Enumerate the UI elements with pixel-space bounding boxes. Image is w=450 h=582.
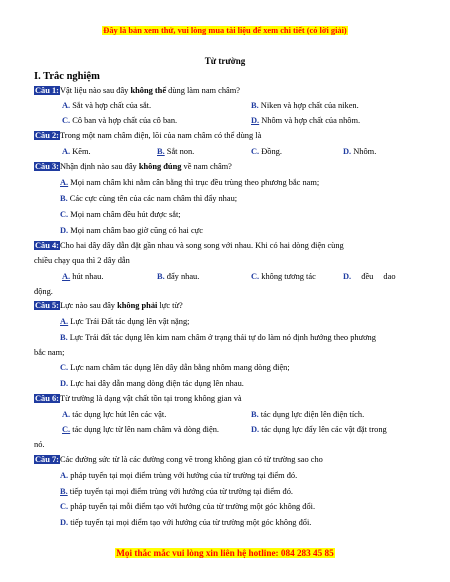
answer-c: [60, 208, 420, 221]
answer-text: pháp tuyến tại mỗi điểm tạo với hướng của từ trường một góc không đổi.: [70, 502, 316, 511]
answer-text: tác dụng lực hút lên các vật.: [72, 410, 167, 419]
answer-letter: C.: [251, 272, 260, 281]
question-label: Câu 1:: [35, 86, 59, 95]
answer-letter: B.: [60, 487, 68, 496]
answer-c: [60, 500, 420, 513]
answer-text: không tương tác: [261, 272, 316, 281]
answer-a: [62, 145, 91, 158]
header-notice-text: Đây là bản xem thử, vui lòng mua tài liệu để xem chi tiết (có lời giải): [103, 26, 347, 35]
question-text: Cho hai dây dây dẫn đặt gần nhau và song song với nhau. Khi có hai dòng điện cùng: [59, 241, 344, 250]
answer-c: [60, 361, 420, 374]
answer-text: Lực nam châm tác dụng lên dây dẫn bằng nhôm mang dòng điện;: [70, 363, 290, 372]
answer-b: [157, 270, 199, 283]
answer-letter: A.: [62, 272, 71, 281]
question-label: Câu 4:: [35, 241, 59, 250]
answer-b: [251, 99, 359, 112]
answer-letter: C.: [62, 425, 71, 434]
answer-text: Kẽm.: [72, 147, 91, 156]
header-notice: [0, 26, 450, 35]
footer-notice-text: Mọi thắc mắc vui lòng xin liên hệ hotline: 084 283 45 85: [116, 548, 334, 558]
answer-letter: D.: [60, 379, 69, 388]
question-7: [34, 453, 418, 466]
answer-b: [60, 485, 420, 498]
section-heading: I. Trắc nghiệm: [34, 71, 100, 82]
question-text: Nhận định nào sau đây: [59, 162, 139, 171]
answer-text: Mọi nam châm bao giờ cũng có hai cực: [70, 226, 203, 235]
doc-title: Từ trường: [204, 56, 246, 66]
answer-a: [62, 99, 151, 112]
answer-text: tác dụng lực điện lên điện tích.: [260, 410, 365, 419]
question-4-cont: chiều chạy qua thì 2 dây dẫn: [34, 256, 130, 265]
question-emphasis: không thể: [130, 86, 167, 95]
answer-c: [251, 145, 282, 158]
answer-b: [157, 145, 194, 158]
question-text: lực từ?: [157, 301, 183, 310]
question-5: [34, 299, 418, 312]
answer-d: [251, 423, 387, 436]
answer-d: [60, 377, 420, 390]
question-label: Câu 7:: [35, 455, 59, 464]
question-text: Lực nào sau đây: [59, 301, 118, 310]
answer-text: đẩy nhau.: [166, 272, 200, 281]
answer-b: [60, 331, 420, 344]
answer-d: [60, 516, 420, 529]
answer-letter: B.: [60, 194, 68, 203]
answer-text: pháp tuyến tại mọi điểm trùng với hướng của từ trường tại điểm đó.: [70, 471, 298, 480]
question-2: [34, 129, 418, 142]
answer-letter: C.: [251, 147, 260, 156]
answer-letter: A.: [60, 317, 69, 326]
answer-letter: C.: [60, 210, 69, 219]
answer-b: [60, 192, 420, 205]
answer-text: Cô ban và hợp chất của cô ban.: [72, 116, 178, 125]
answer-a: [60, 315, 420, 328]
question-label: Câu 5:: [35, 301, 59, 310]
answer-text: Nhôm.: [353, 147, 377, 156]
answer-c: [62, 114, 177, 127]
question-label: Câu 6:: [35, 394, 59, 403]
answer-c: [62, 423, 219, 436]
answer-text: Niken và hợp chất của niken.: [260, 101, 359, 110]
answer-b: [251, 408, 364, 421]
question-1: [34, 84, 418, 97]
question-emphasis: không đúng: [138, 162, 182, 171]
answer-text: Các cực cùng tên của các nam châm thì đẩy nhau;: [69, 194, 238, 203]
answer-letter: D.: [343, 272, 352, 281]
answer-letter: D.: [60, 226, 69, 235]
answer-text: hút nhau.: [72, 272, 104, 281]
answer-b-cont: bắc nam;: [34, 348, 65, 357]
answer-text: Nhôm và hợp chất của nhôm.: [261, 116, 361, 125]
question-4: [34, 239, 418, 252]
question-text: Trong một nam châm điện, lõi của nam châm có thể dùng là: [59, 131, 262, 140]
answer-text: Lực Trái đất tác dụng lên kim nam châm ở trạng thái tự do làm nó định hướng theo phương: [69, 333, 376, 342]
answer-d: [343, 145, 376, 158]
answer-letter: A.: [62, 101, 71, 110]
question-text: về nam châm?: [181, 162, 232, 171]
answer-letter: D.: [251, 425, 260, 434]
answer-d: [60, 224, 420, 237]
answer-letter: C.: [60, 363, 69, 372]
answer-letter: A.: [62, 410, 71, 419]
answer-d: [251, 114, 360, 127]
question-6: [34, 392, 418, 405]
answer-letter: D.: [60, 518, 69, 527]
question-label: Câu 2:: [35, 131, 59, 140]
answer-a: [60, 469, 420, 482]
question-text: Từ trường là dạng vật chất tồn tại trong không gian và: [59, 394, 242, 403]
answer-text: tiếp tuyến tại mọi điểm tạo với hướng của từ trường một góc không đổi.: [70, 518, 312, 527]
answer-text: Sắt non.: [166, 147, 195, 156]
question-text: Các đường sức từ là các đường cong vẽ trong không gian có từ trường sao cho: [59, 455, 323, 464]
answer-text: Lực hai dây dẫn mang dòng điện tác dụng lên nhau.: [70, 379, 244, 388]
answer-text: Mọi nam châm đều hút được sắt;: [70, 210, 181, 219]
answer-a: [62, 270, 103, 283]
answer-letter: B.: [60, 333, 68, 342]
question-3: [34, 160, 418, 173]
question-label: Câu 3:: [35, 162, 59, 171]
answer-letter: C.: [60, 502, 69, 511]
answer-text: tiếp tuyến tại mọi điểm trùng với hướng của từ trường tại điểm đó.: [69, 487, 293, 496]
answer-text: tác dụng lực từ lên nam châm và dòng điện.: [72, 425, 220, 434]
answer-letter: A.: [62, 147, 71, 156]
answer-a: [60, 176, 420, 189]
answer-text: tác dụng lực đẩy lên các vật đặt trong: [261, 425, 387, 434]
question-text: Vật liệu nào sau đây: [59, 86, 131, 95]
answer-letter: B.: [251, 101, 259, 110]
answer-text: đều dao: [361, 272, 396, 281]
answer-text: Sắt và hợp chất của sắt.: [72, 101, 152, 110]
answer-letter: D.: [343, 147, 352, 156]
answer-text: Đồng.: [261, 147, 282, 156]
answer-letter: B.: [251, 410, 259, 419]
answer-letter: B.: [157, 272, 165, 281]
answer-letter: A.: [60, 471, 69, 480]
answer-letter: B.: [157, 147, 165, 156]
answer-letter: C.: [62, 116, 71, 125]
answer-letter: A.: [60, 178, 69, 187]
answer-a: [62, 408, 166, 421]
answer-text: Lực Trái Đất tác dụng lên vật nặng;: [70, 317, 190, 326]
answer-d: [343, 270, 396, 283]
answer-text: Mọi nam châm khi nằm cân bằng thì trục đều trùng theo phương bắc nam;: [70, 178, 320, 187]
question-4-tail: động.: [34, 287, 53, 296]
question-emphasis: không phải: [117, 301, 158, 310]
footer-notice: [0, 548, 450, 558]
answer-c: [251, 270, 316, 283]
question-text: dùng làm nam châm?: [166, 86, 241, 95]
answer-letter: D.: [251, 116, 260, 125]
question-6-tail: nó.: [34, 440, 45, 449]
